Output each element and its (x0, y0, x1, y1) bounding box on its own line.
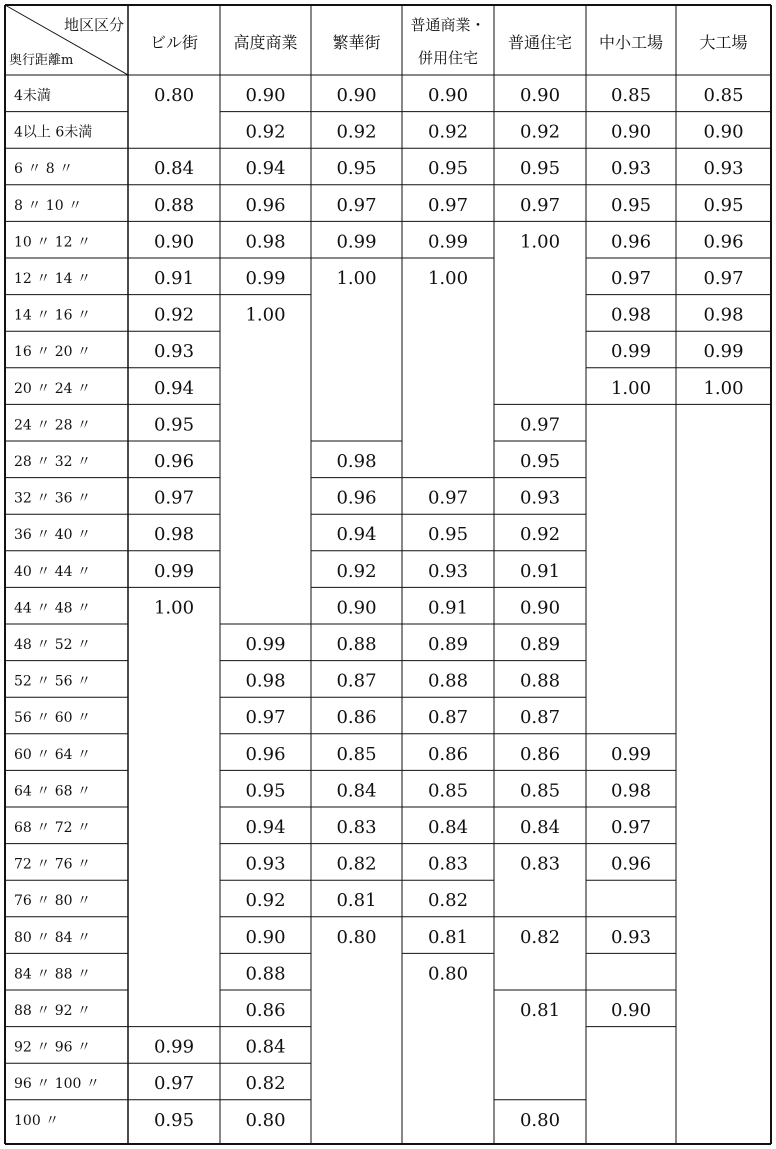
value-cell: 0.98 (610, 304, 652, 326)
row-label: 16 〃 20 〃 (14, 344, 91, 361)
row-label: 32 〃 36 〃 (14, 490, 91, 507)
value-cell: 0.85 (336, 743, 377, 765)
value-cell: 0.86 (427, 743, 469, 765)
column-header: 高度商業 (233, 33, 298, 52)
value-cell: 0.99 (336, 231, 377, 253)
corner-label-depth: 奥行距離m (9, 53, 74, 68)
value-cell: 0.98 (703, 304, 744, 326)
row-label: 28 〃 32 〃 (14, 454, 91, 470)
column-header: 普通住宅 (507, 33, 573, 52)
value-cell: 0.98 (336, 451, 377, 472)
value-cell: 0.99 (610, 743, 652, 765)
value-cell: 0.97 (336, 194, 377, 216)
value-cell: 0.80 (245, 1109, 286, 1131)
row-label: 76 〃 80 〃 (14, 893, 91, 910)
value-cell: 0.84 (245, 1036, 286, 1058)
value-cell: 0.83 (427, 853, 469, 875)
row-label: 36 〃 40 〃 (14, 527, 91, 544)
value-cell: 0.90 (427, 85, 469, 106)
value-cell: 0.96 (610, 853, 652, 875)
value-cell: 1.00 (610, 377, 652, 399)
row-label: 20 〃 24 〃 (14, 380, 91, 397)
value-cell: 0.90 (519, 597, 561, 619)
value-cell: 0.95 (153, 414, 195, 436)
value-cell: 0.92 (245, 121, 286, 143)
row-label: 60 〃 64 〃 (14, 746, 91, 763)
row-label: 88 〃 92 〃 (14, 1003, 91, 1019)
value-cell: 0.90 (245, 926, 286, 948)
value-cell: 0.98 (153, 524, 195, 546)
value-cell: 0.84 (153, 158, 195, 180)
value-cell: 0.96 (336, 487, 377, 509)
value-cell: 0.83 (336, 817, 377, 838)
value-cell: 0.92 (336, 560, 377, 582)
row-label: 4未満 (14, 88, 51, 104)
value-cell: 0.97 (519, 414, 561, 436)
value-cell: 0.92 (245, 890, 286, 912)
value-cell: 0.81 (519, 1000, 561, 1021)
value-cell: 0.99 (245, 268, 286, 289)
value-cell: 0.97 (610, 268, 652, 289)
value-cell: 0.86 (519, 743, 561, 765)
value-cell: 0.80 (427, 963, 469, 985)
column-header: ビル街 (149, 33, 199, 52)
value-cell: 0.85 (703, 85, 744, 106)
value-cell: 1.00 (427, 268, 469, 289)
value-cell: 0.90 (336, 597, 377, 619)
value-cell: 0.89 (519, 634, 561, 655)
row-label: 100 〃 (14, 1112, 60, 1129)
value-cell: 0.95 (427, 524, 469, 546)
value-cell: 0.80 (519, 1109, 561, 1131)
value-cell: 0.86 (245, 1000, 286, 1021)
value-cell: 0.93 (153, 341, 195, 363)
value-cell: 0.82 (427, 890, 469, 912)
corner-label-district: 地区区分 (63, 16, 124, 34)
value-cell: 0.96 (610, 231, 652, 253)
value-cell: 0.98 (245, 231, 286, 253)
row-label: 72 〃 76 〃 (14, 856, 91, 873)
value-cell: 0.84 (519, 817, 561, 838)
row-label: 44 〃 48 〃 (14, 600, 91, 617)
value-cell: 0.96 (245, 743, 286, 765)
value-cell: 0.82 (519, 926, 561, 948)
value-cell: 0.97 (427, 194, 469, 216)
value-cell: 0.94 (336, 524, 377, 546)
value-cell: 0.90 (245, 85, 286, 106)
value-cell: 0.99 (427, 231, 469, 253)
value-cell: 0.93 (610, 926, 652, 948)
value-cell: 0.87 (519, 707, 561, 729)
value-cell: 0.90 (610, 1000, 652, 1021)
row-label: 64 〃 68 〃 (14, 783, 91, 800)
value-cell: 0.97 (519, 194, 561, 216)
value-cell: 0.82 (245, 1073, 286, 1095)
column-header-line1: 普通商業・ (410, 16, 486, 34)
value-cell: 0.99 (610, 341, 652, 363)
value-cell: 0.88 (336, 634, 377, 655)
value-cell: 0.93 (427, 560, 469, 582)
value-cell: 0.93 (703, 158, 744, 180)
row-label: 52 〃 56 〃 (14, 673, 91, 690)
value-cell: 0.92 (153, 304, 195, 326)
value-cell: 0.87 (427, 707, 469, 729)
value-cell: 0.81 (427, 926, 469, 948)
value-cell: 1.00 (519, 231, 561, 253)
row-label: 56 〃 60 〃 (14, 710, 91, 727)
value-cell: 0.96 (153, 451, 195, 472)
value-cell: 0.91 (153, 268, 195, 289)
row-label: 48 〃 52 〃 (14, 637, 91, 653)
row-label: 68 〃 72 〃 (14, 820, 91, 836)
value-cell: 0.95 (245, 780, 286, 802)
row-label: 10 〃 12 〃 (14, 234, 91, 251)
value-cell: 0.92 (519, 524, 561, 546)
value-cell: 0.87 (336, 670, 377, 692)
row-label: 80 〃 84 〃 (14, 929, 91, 946)
value-cell: 1.00 (703, 377, 744, 399)
column-header: 大工場 (699, 33, 748, 52)
value-cell: 0.84 (336, 780, 377, 802)
value-cell: 0.95 (610, 194, 652, 216)
value-cell: 0.95 (427, 158, 469, 180)
value-cell: 0.95 (703, 194, 744, 216)
value-cell: 0.99 (703, 341, 744, 363)
row-label: 96 〃 100 〃 (14, 1076, 100, 1093)
value-cell: 0.90 (153, 231, 195, 253)
value-cell: 0.88 (153, 194, 195, 216)
value-cell: 0.88 (519, 670, 561, 692)
value-cell: 0.94 (245, 817, 286, 838)
value-cell: 1.00 (336, 268, 377, 289)
value-cell: 0.89 (427, 634, 469, 655)
value-cell: 0.94 (153, 377, 195, 399)
row-label: 24 〃 28 〃 (14, 417, 91, 434)
value-cell: 1.00 (153, 597, 195, 619)
value-cell: 0.97 (245, 707, 286, 729)
column-header: 中小工場 (598, 33, 664, 52)
value-cell: 0.97 (610, 817, 652, 838)
value-cell: 0.98 (610, 780, 652, 802)
value-cell: 0.99 (153, 1036, 195, 1058)
value-cell: 0.95 (336, 158, 377, 180)
column-header: 繁華街 (332, 33, 381, 52)
row-label: 8 〃 10 〃 (14, 197, 83, 214)
value-cell: 1.00 (245, 304, 286, 326)
value-cell: 0.80 (336, 926, 377, 948)
row-label: 14 〃 16 〃 (14, 307, 91, 324)
value-cell: 0.88 (245, 963, 286, 985)
value-cell: 0.84 (427, 817, 469, 838)
row-label: 92 〃 96 〃 (14, 1039, 91, 1056)
value-cell: 0.92 (427, 121, 469, 143)
value-cell: 0.92 (519, 121, 561, 143)
value-cell: 0.98 (245, 670, 286, 692)
row-label: 84 〃 88 〃 (14, 966, 91, 983)
value-cell: 0.90 (519, 85, 561, 106)
value-cell: 0.81 (336, 890, 377, 912)
value-cell: 0.83 (519, 853, 561, 875)
row-label: 40 〃 44 〃 (14, 563, 91, 580)
value-cell: 0.97 (153, 1073, 195, 1095)
value-cell: 0.97 (427, 487, 469, 509)
value-cell: 0.95 (519, 158, 561, 180)
value-cell: 0.95 (153, 1109, 195, 1131)
value-cell: 0.92 (336, 121, 377, 143)
value-cell: 0.96 (703, 231, 744, 253)
value-cell: 0.91 (519, 560, 561, 582)
value-cell: 0.97 (703, 268, 744, 289)
value-cell: 0.80 (153, 85, 195, 106)
row-label: 12 〃 14 〃 (14, 271, 91, 287)
row-label: 6 〃 8 〃 (14, 161, 74, 178)
value-cell: 0.82 (336, 853, 377, 875)
value-cell: 0.93 (245, 853, 286, 875)
value-cell: 0.99 (153, 560, 195, 582)
value-cell: 0.96 (245, 194, 286, 216)
value-cell: 0.90 (703, 121, 744, 143)
row-label: 4以上 6未満 (14, 124, 93, 141)
value-cell: 0.95 (519, 451, 561, 472)
value-cell: 0.93 (519, 487, 561, 509)
value-cell: 0.97 (153, 487, 195, 509)
value-cell: 0.93 (610, 158, 652, 180)
value-cell: 0.91 (427, 597, 469, 619)
value-cell: 0.90 (336, 85, 377, 106)
column-header-line2: 併用住宅 (417, 49, 479, 67)
value-cell: 0.94 (245, 158, 286, 180)
value-cell: 0.85 (427, 780, 469, 802)
value-cell: 0.86 (336, 707, 377, 729)
value-cell: 0.85 (519, 780, 561, 802)
value-cell: 0.99 (245, 634, 286, 655)
value-cell: 0.85 (610, 85, 652, 106)
value-cell: 0.88 (427, 670, 469, 692)
value-cell: 0.90 (610, 121, 652, 143)
